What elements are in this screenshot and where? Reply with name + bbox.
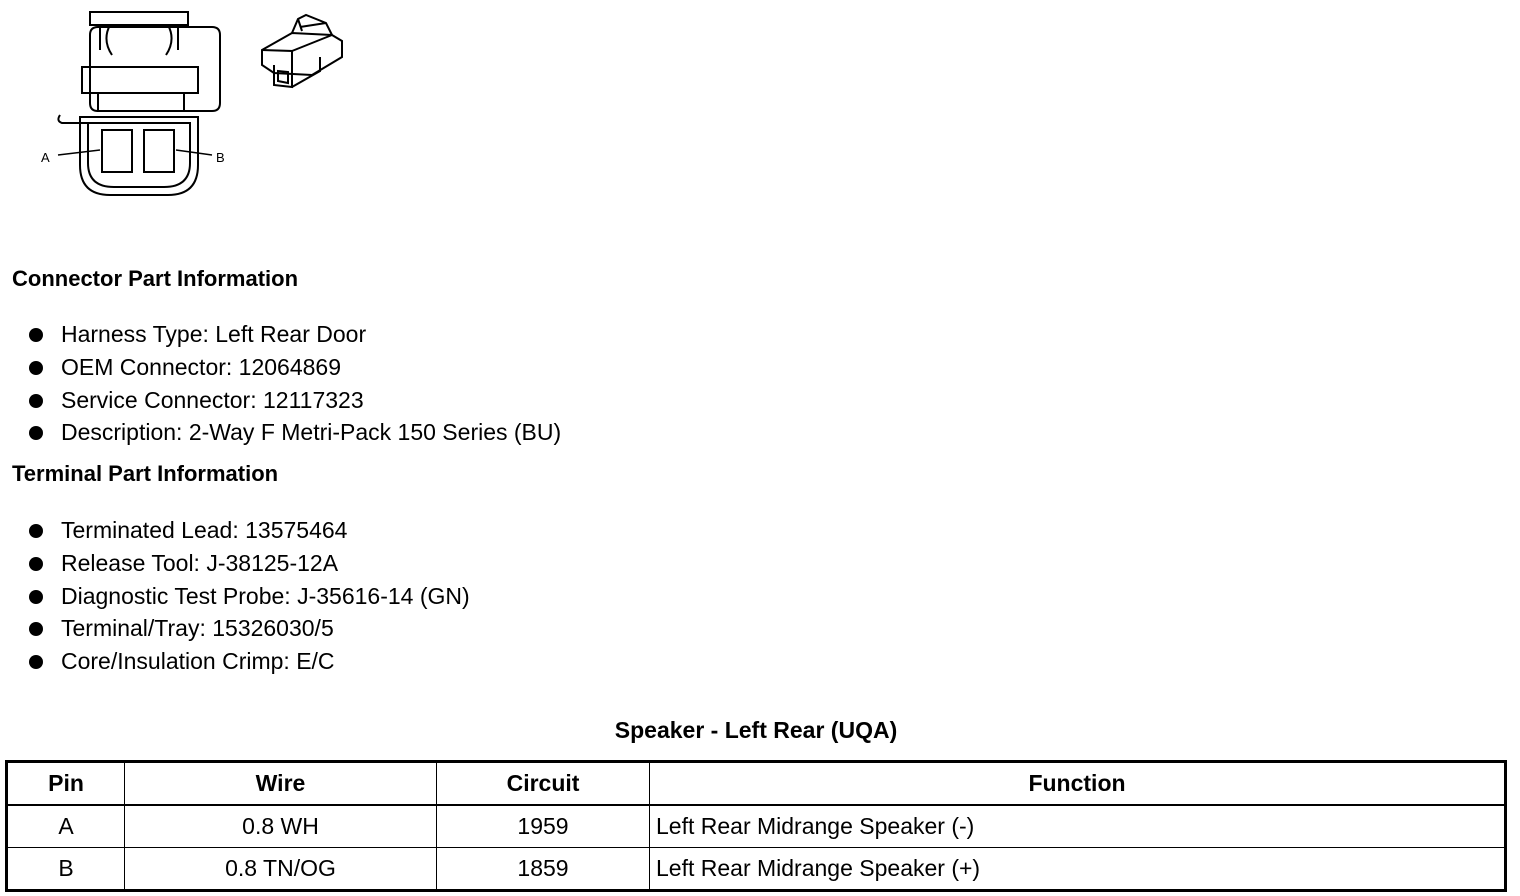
connector-part-information-heading: Connector Part Information — [12, 266, 299, 291]
pin-b-label: B — [216, 150, 225, 165]
list-item — [26, 646, 470, 679]
column-header-wire: Wire — [125, 762, 437, 806]
cell-function: Left Rear Midrange Speaker (+) — [650, 848, 1506, 891]
list-item — [26, 548, 470, 581]
bullet-icon — [29, 524, 43, 538]
list-item — [26, 352, 561, 385]
list-item — [26, 385, 561, 418]
table-header-row — [7, 762, 1506, 806]
cell-circuit: 1859 — [437, 848, 650, 891]
list-item-text: Diagnostic Test Probe: J-35616-14 (GN) — [61, 582, 470, 609]
cell-wire: 0.8 WH — [125, 805, 437, 848]
column-header-pin: Pin — [7, 762, 125, 806]
list-item-text: Service Connector: 12117323 — [61, 386, 364, 413]
bullet-icon — [29, 590, 43, 604]
pin-a-label: A — [41, 150, 50, 165]
bullet-icon — [29, 394, 43, 408]
list-item — [26, 613, 470, 646]
cell-wire: 0.8 TN/OG — [125, 848, 437, 891]
column-header-function: Function — [650, 762, 1506, 806]
table-row — [7, 848, 1506, 891]
list-item-text: Core/Insulation Crimp: E/C — [61, 648, 335, 675]
list-item — [26, 515, 470, 548]
list-item — [26, 319, 561, 352]
list-item-text: Release Tool: J-38125-12A — [61, 549, 339, 576]
bullet-icon — [29, 426, 43, 440]
bullet-icon — [29, 361, 43, 375]
connector-diagram — [30, 5, 360, 205]
cell-pin: A — [7, 805, 125, 848]
list-item — [26, 417, 561, 450]
list-item-text: OEM Connector: 12064869 — [61, 353, 342, 380]
pin-table — [5, 760, 1507, 892]
bullet-icon — [29, 328, 43, 342]
terminal-part-information-heading: Terminal Part Information — [12, 461, 279, 486]
cell-pin: B — [7, 848, 125, 891]
pin-table-title: Speaker - Left Rear (UQA) — [614, 717, 898, 743]
cell-function: Left Rear Midrange Speaker (-) — [650, 805, 1506, 848]
column-header-circuit: Circuit — [437, 762, 650, 806]
bullet-icon — [29, 557, 43, 571]
list-item-text: Harness Type: Left Rear Door — [61, 321, 367, 347]
table-row — [7, 805, 1506, 848]
bullet-icon — [29, 622, 43, 636]
bullet-icon — [29, 655, 43, 669]
cell-circuit: 1959 — [437, 805, 650, 848]
terminal-part-list — [26, 515, 470, 679]
list-item-text: Terminated Lead: 13575464 — [61, 517, 348, 543]
connector-part-list — [26, 319, 561, 450]
list-item-text: Description: 2-Way F Metri-Pack 150 Series (BU) — [61, 419, 562, 446]
list-item — [26, 581, 470, 614]
list-item-text: Terminal/Tray: 15326030/5 — [61, 615, 334, 642]
